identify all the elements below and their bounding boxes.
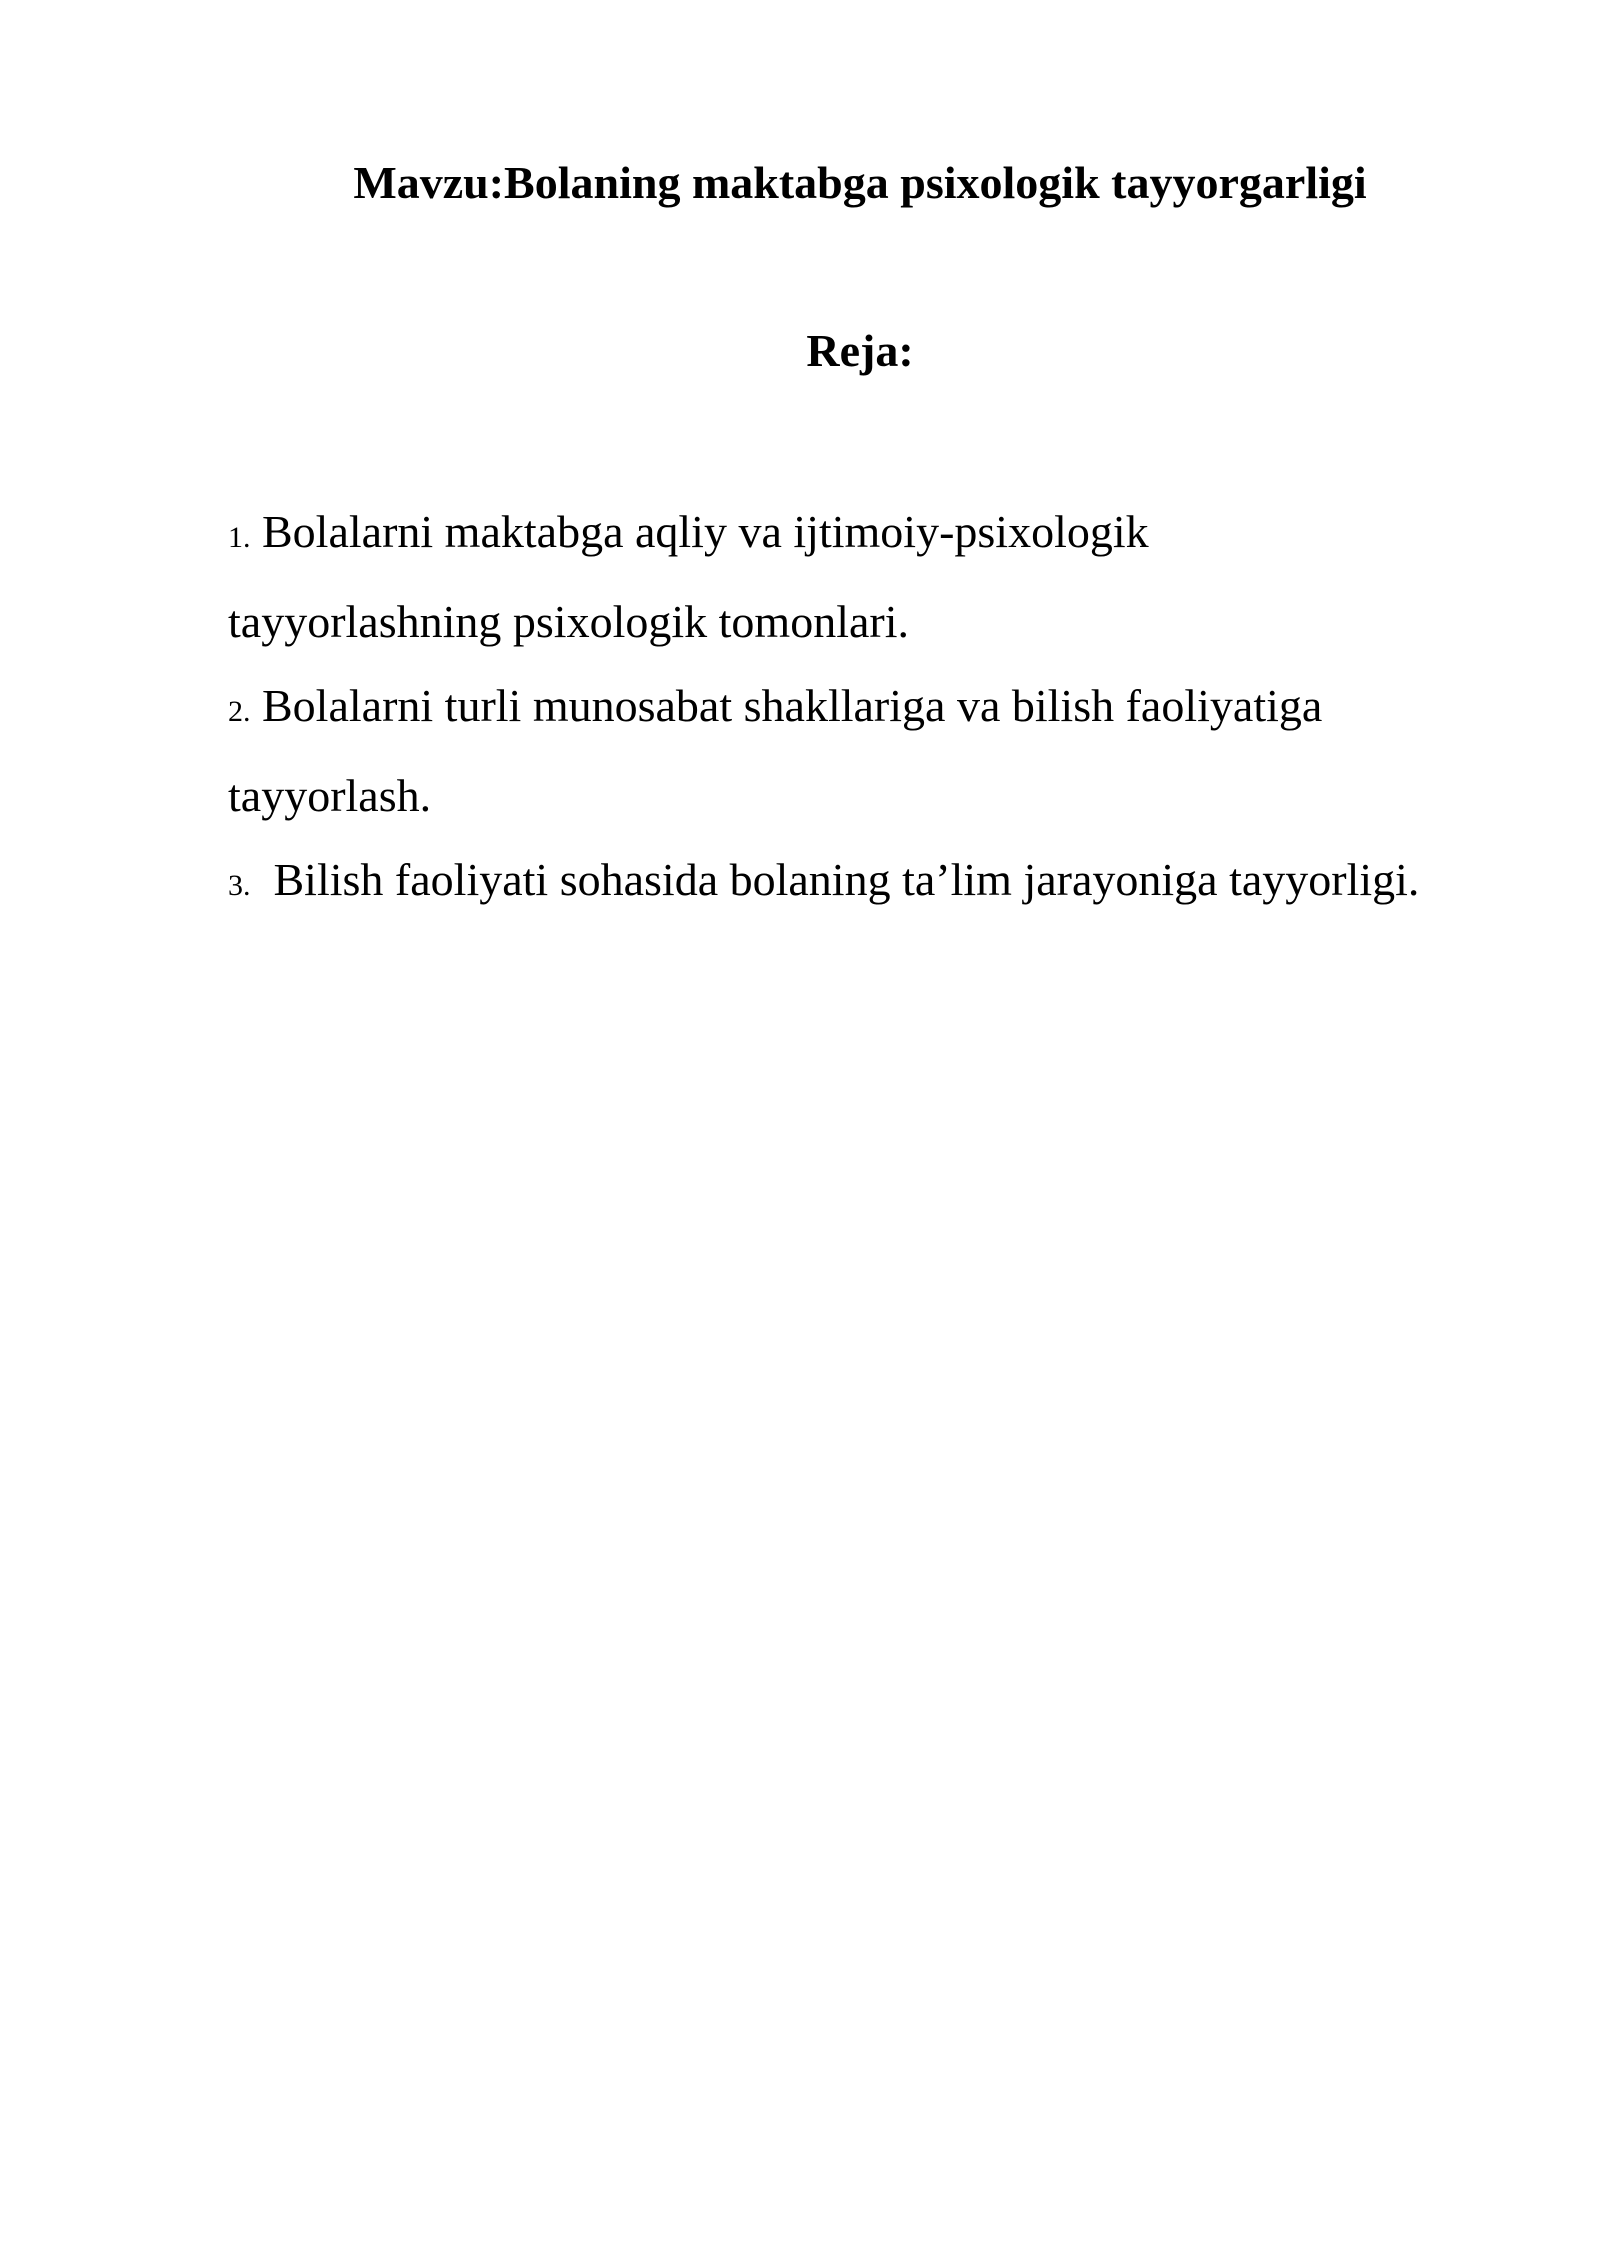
plan-item-3 (228, 838, 1528, 928)
plan-item-continuation: tayyorlash. (228, 770, 432, 821)
plan-item-number: 2. (228, 695, 251, 728)
document-title: Mavzu:Bolaning maktabga psixologik tayyorgarligi (353, 157, 1367, 208)
plan-item-1 (228, 490, 1528, 664)
plan-item-number: 3. (228, 869, 251, 902)
plan-item-text: Bolalarni maktabga aqliy va ijtimoiy-psixologik (262, 506, 1149, 557)
plan-heading: Reja: (806, 325, 914, 376)
plan-list (228, 490, 1528, 928)
plan-item-number: 1. (228, 521, 251, 554)
plan-item-text: Bilish faoliyati sohasida bolaning ta’lim jarayoniga tayyorligi. (273, 854, 1420, 905)
plan-item-2 (228, 664, 1528, 838)
plan-item-continuation: tayyorlashning psixologik tomonlari. (228, 596, 909, 647)
plan-item-text: Bolalarni turli munosabat shakllariga va bilish faoliyatiga (262, 680, 1323, 731)
